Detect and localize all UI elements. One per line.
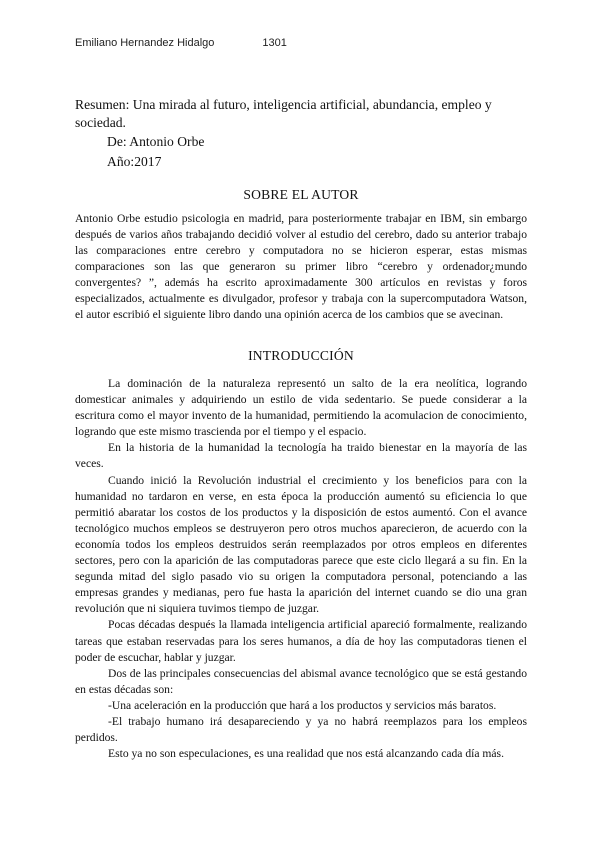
intro-paragraph-7: -El trabajo humano irá desapareciendo y ya no habrá reemplazos para los empleos perdidos.: [75, 714, 527, 745]
intro-paragraph-4: Pocas décadas después la llamada inteligencia artificial apareció formalmente, realizando tareas que estaban reservadas para los seres humanos, a día de hoy las computadoras tienen el poder de escuchar, hablar y juzgar.: [75, 618, 527, 664]
sobre-autor-text: Antonio Orbe estudio psicologia en madrid, para posteriormente trabajar en IBM, sin embargo después de varios años trabajando decidió volver al estudio del cerebro, dado su anterior trabajo las comparaciones entre cerebro y computadora no se hicieron esperar, estas mismas comparaciones son las que generaron su primer libro “cerebro y ordenador¿mundo convergentes? ”, además ha escrito aproximadamente 300 artículos en revistas y foros especializados, actualmente es divulgador, profesor y trabaja con la supercomputadora Watson, el autor escribió el siguiente libro dando una opinión acerca de los cambios que se avecinan.: [75, 212, 527, 321]
document-body: [75, 96, 527, 762]
intro-paragraph-1: La dominación de la naturaleza representó un salto de la era neolítica, logrando domesticar animales y adquiriendo un estilo de vida sedentario. Se puede considerar a la escritura como el mayor invento de la humanidad, permitiendo la acomulacion de conocimiento, logrando que este mismo trasciendа por el tiempo y el espacio.: [75, 377, 527, 439]
intro-paragraph-8: Esto ya no son especulaciones, es una realidad que nos está alcanzando cada día más.: [108, 747, 504, 761]
page-header: [75, 37, 287, 49]
header-author-name: Emiliano Hernandez Hidalgo: [75, 37, 215, 49]
intro-paragraph-5: Dos de las principales consecuencias del abismal avance tecnológico que se está gestando en estas décadas son:: [75, 666, 527, 696]
introduccion-heading: INTRODUCCIÓN: [248, 348, 354, 363]
intro-paragraph-3: Cuando inició la Revolución industrial el crecimiento y los beneficios para con la humanidad no tardaron en verse, en esta época la producción aumentó su eficiencia lo que permitió abaratar los costos de los productos y la disposición de estos aumentó. Con el avance tecnológico muchos empleos se destruyeron pero otros muchos aparecieron, de acuerdo con la economía todos los empleos destruidos serán reemplazados por otros empleos en diferentes sectores, pero con la aparición de las computadoras parece que este ciclo llegará a su fin. En la segunda mitad del siglo pasado vio su origen la computadora personal, potenciando a las empresas grandes y medianas, pero fue hasta la aparición del internet cuando se dio una gran revolución que ni siquiera tuvimos tiempo de juzgar.: [75, 473, 527, 616]
header-number: 1301: [262, 37, 287, 49]
resumen-anio: Año:2017: [107, 154, 162, 169]
introduccion-block: [75, 376, 527, 762]
resumen-title: Resumen: Una mirada al futuro, inteligencia artificial, abundancia, empleo y sociedad.: [75, 97, 492, 130]
intro-paragraph-6: -Una aceleración en la producción que hará a los productos y servicios más baratos.: [108, 698, 497, 712]
resumen-de: De: Antonio Orbe: [107, 134, 205, 149]
intro-paragraph-2: En la historia de la humanidad la tecnología ha traido bienestar en la mayoría de las veces.: [75, 441, 527, 471]
sobre-autor-heading: SOBRE EL AUTOR: [243, 187, 359, 202]
